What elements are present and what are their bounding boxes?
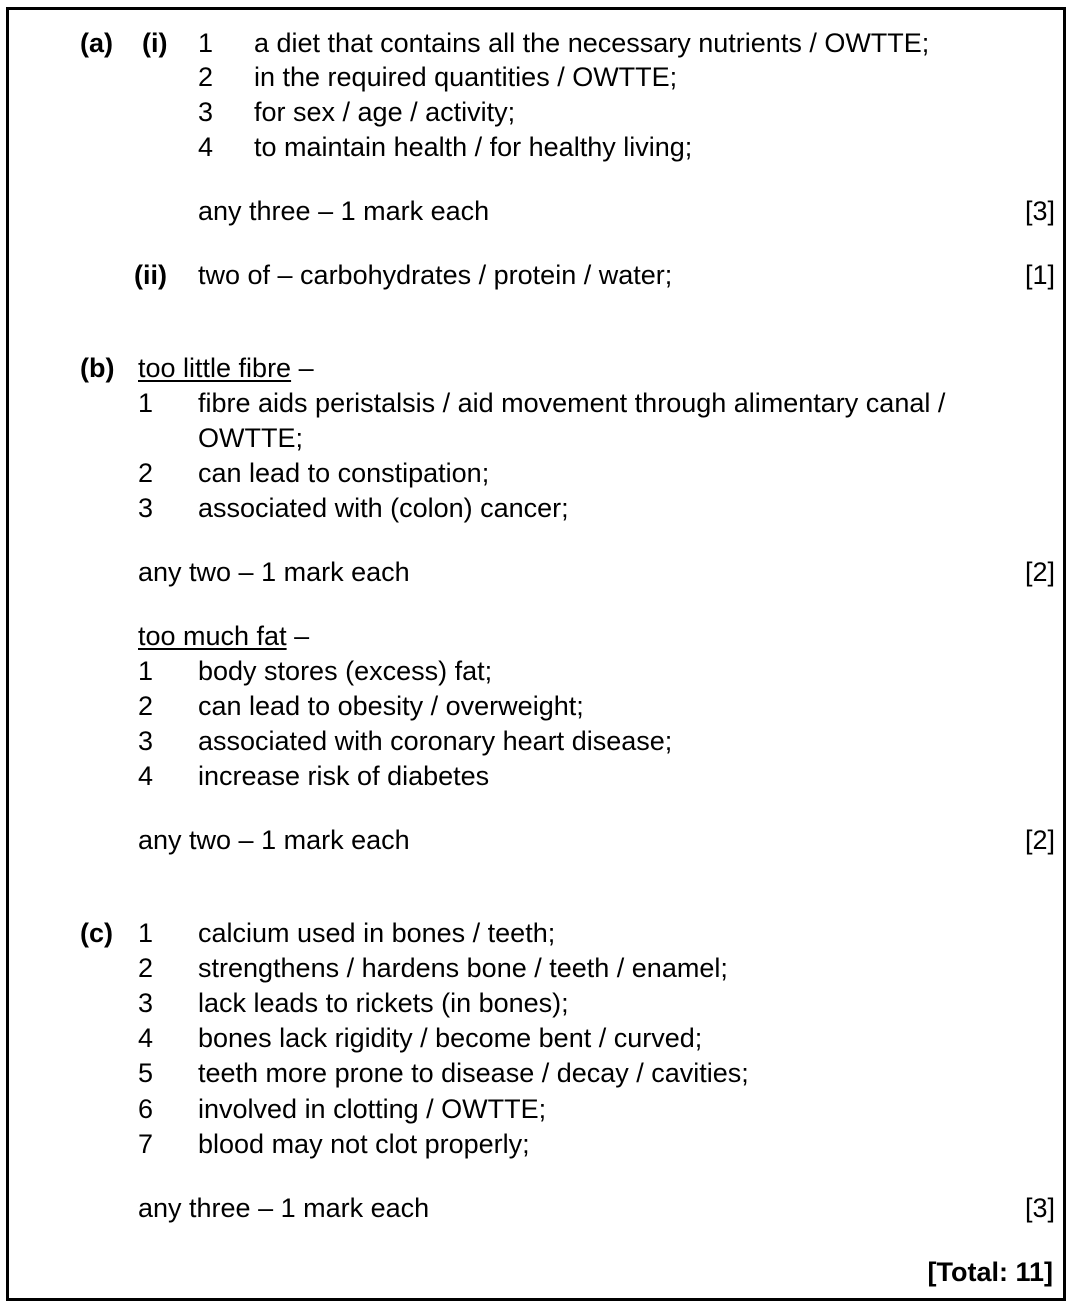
list-item: two of – carbohydrates / protein / water; [198, 260, 673, 290]
item-number: 3 [138, 493, 154, 523]
list-item: associated with (colon) cancer; [198, 493, 569, 523]
section-heading [138, 620, 309, 652]
section-heading [138, 352, 314, 384]
heading-dash: – [291, 353, 314, 383]
list-item: bones lack rigidity / become bent / curved; [198, 1023, 703, 1053]
item-number: 2 [198, 62, 214, 92]
item-number: 4 [198, 132, 214, 162]
list-item: can lead to constipation; [198, 458, 490, 488]
part-c-label: (c) [80, 918, 113, 948]
list-item: teeth more prone to disease / decay / cavities; [198, 1058, 749, 1088]
item-number: 1 [138, 388, 154, 418]
list-item: strengthens / hardens bone / teeth / enamel; [198, 953, 728, 983]
mark-allocation: [2] [1024, 825, 1055, 855]
item-number: 2 [138, 458, 154, 488]
item-number: 6 [138, 1094, 154, 1124]
item-number: 1 [198, 28, 214, 58]
list-item: involved in clotting / OWTTE; [198, 1094, 547, 1124]
heading-dash: – [286, 621, 310, 651]
mark-allocation: [2] [1024, 557, 1055, 587]
list-item: calcium used in bones / teeth; [198, 918, 556, 948]
list-item: can lead to obesity / overweight; [198, 691, 584, 721]
list-item: fibre aids peristalsis / aid movement through alimentary canal / [198, 388, 946, 418]
heading-text: too little fibre [138, 353, 292, 383]
mark-note: any two – 1 mark each [138, 825, 410, 855]
item-number: 5 [138, 1058, 154, 1088]
list-item: in the required quantities / OWTTE; [254, 62, 678, 92]
item-number: 3 [198, 97, 214, 127]
mark-note: any three – 1 mark each [198, 196, 490, 226]
part-a-label: (a) [80, 28, 113, 58]
mark-note: any three – 1 mark each [138, 1193, 430, 1223]
list-item: associated with coronary heart disease; [198, 726, 673, 756]
heading-text: too much fat [138, 621, 287, 651]
list-item: a diet that contains all the necessary nutrients / OWTTE; [254, 28, 930, 58]
part-b-label: (b) [80, 353, 115, 383]
item-number: 2 [138, 691, 154, 721]
mark-allocation: [3] [1024, 1193, 1055, 1223]
list-item-continuation: OWTTE; [198, 423, 303, 453]
mark-allocation: [3] [1024, 196, 1055, 226]
item-number: 3 [138, 988, 154, 1018]
item-number: 7 [138, 1129, 154, 1159]
list-item: for sex / age / activity; [254, 97, 516, 127]
item-number: 4 [138, 761, 154, 791]
list-item: body stores (excess) fat; [198, 656, 493, 686]
list-item: to maintain health / for healthy living; [254, 132, 693, 162]
item-number: 2 [138, 953, 154, 983]
list-item: increase risk of diabetes [198, 761, 490, 791]
mark-note: any two – 1 mark each [138, 557, 410, 587]
list-item: blood may not clot properly; [198, 1129, 530, 1159]
list-item: lack leads to rickets (in bones); [198, 988, 569, 1018]
mark-allocation: [1] [1024, 260, 1055, 290]
item-number: 3 [138, 726, 154, 756]
part-a-ii-label: (ii) [134, 260, 167, 290]
total-marks: [Total: 11] [927, 1257, 1053, 1287]
item-number: 4 [138, 1023, 154, 1053]
item-number: 1 [138, 918, 154, 948]
item-number: 1 [138, 656, 154, 686]
part-a-i-label: (i) [142, 28, 168, 58]
